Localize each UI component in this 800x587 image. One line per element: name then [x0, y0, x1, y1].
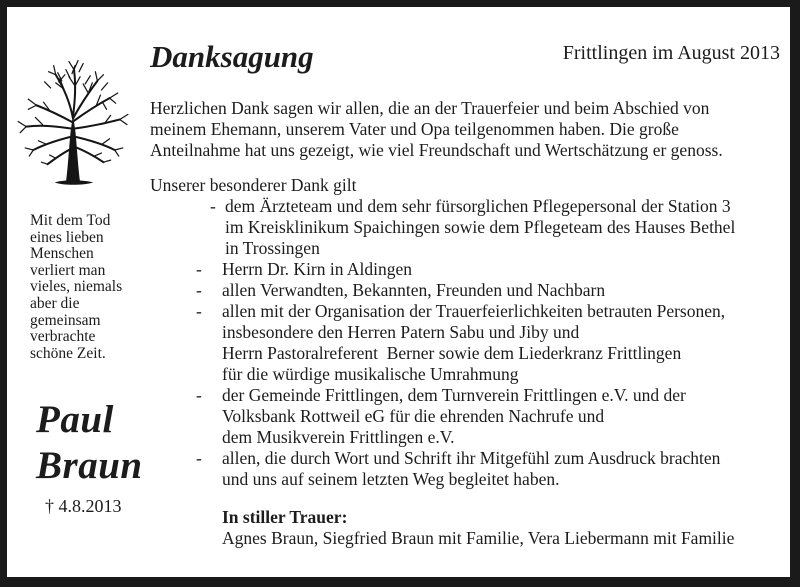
deceased-name: Paul Braun: [36, 398, 143, 487]
thanks-item-text: Herrn Dr. Kirn in Aldingen: [222, 259, 413, 279]
page-title: Danksagung: [150, 39, 314, 74]
main-column: [150, 7, 782, 549]
thanks-item: [150, 196, 782, 259]
bare-tree-icon: [12, 47, 134, 195]
thanks-item: [150, 280, 782, 301]
intro-paragraph: Herzlichen Dank sagen wir allen, die an der Trauerfeier und beim Abschied von meinem Ehemann, unserem Vater und Opa teilgenommen haben. Die große Anteilnahme hat uns gezeigt, wie viel Freundschaft und Wertschätzung er genoss.: [150, 98, 723, 160]
dateline: Frittlingen im August 2013: [562, 42, 780, 64]
thanks-item-text: allen Verwandten, Bekannten, Freunden und Nachbarn: [222, 280, 606, 300]
header-row: [150, 38, 782, 76]
thanks-item-text: allen mit der Organisation der Trauerfeierlichkeiten betrauten Personen, insbesondere den Herren Patern Sabu und Jiby und Herrn Pastoralreferent Berner sowie dem Liederkranz Frittlingen für die würdige musikalische Umrahmung: [222, 301, 726, 384]
thanks-list: [150, 196, 782, 490]
closing-block: [222, 507, 782, 549]
closing-heading: In stiller Trauer:: [222, 507, 348, 527]
thanks-item-text: allen, die durch Wort und Schrift ihr Mitgefühl zum Ausdruck brachten und uns auf seinem letzten Weg begleitet haben.: [222, 448, 721, 489]
thanks-item: [150, 448, 782, 490]
dash-bullet: -: [196, 259, 202, 279]
mourners-names: Agnes Braun, Siegfried Braun mit Familie, Vera Liebermann mit Familie: [222, 528, 735, 548]
dash-bullet: -: [210, 196, 216, 216]
thanks-item: [150, 385, 782, 448]
thanks-intro: Unserer besonderer Dank gilt: [150, 175, 357, 195]
dash-bullet: -: [196, 448, 202, 468]
thanks-item-text: dem Ärzteteam und dem sehr fürsorglichen Pflegepersonal der Station 3 im Kreisklinikum Spaichingen sowie dem Pflegeteam des Hauses Bethel in Trossingen: [225, 196, 736, 258]
thanks-item-text: der Gemeinde Frittlingen, dem Turnverein Frittlingen e.V. und der Volksbank Rottweil eG für die ehrenden Nachrufe und dem Musikverein Frittlingen e.V.: [222, 385, 686, 447]
dash-bullet: -: [196, 301, 202, 321]
memorial-quote: Mit dem Tod eines lieben Menschen verliert man vieles, niemals aber die gemeinsam verbrachte schöne Zeit.: [30, 212, 123, 362]
death-date: † 4.8.2013: [45, 496, 122, 516]
thanks-item: [150, 259, 782, 280]
thanks-item: [150, 301, 782, 385]
dash-bullet: -: [196, 280, 202, 300]
dash-bullet: -: [196, 385, 202, 405]
